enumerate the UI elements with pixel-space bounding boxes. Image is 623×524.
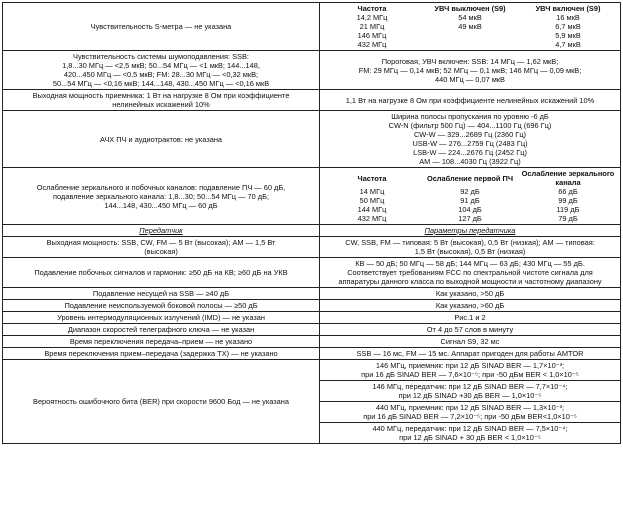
rx-output-label-line: нелинейных искажений 10% <box>112 100 210 109</box>
rx-output-label-line: Выходная мощность приемника: 1 Вт на нагрузке 8 Ом при коэффициенте <box>32 91 290 100</box>
sideband-suppression-value: Как указано, >60 дБ <box>320 300 621 312</box>
squelch-label-line: Чувствительность системы шумоподавления: SSB: <box>73 52 249 61</box>
image-table <box>323 169 617 223</box>
smeter-row <box>323 40 617 49</box>
image-cell: 432 МГц <box>357 214 387 223</box>
afc-value-line: AM — 108...4030 Гц (3922 Гц) <box>419 157 521 166</box>
keyer-speed-value: От 4 до 57 слов в минуту <box>320 324 621 336</box>
row-keyer-speed <box>3 324 621 336</box>
section-transmitter-params: Параметры передатчика <box>320 225 621 237</box>
spurious-label: Подавление побочных сигналов и гармоник: ≥50 дБ на КВ; ≥60 дБ на УКВ <box>3 258 320 288</box>
row-ber <box>3 360 621 444</box>
spurious-value-line: КВ — 50 дБ; 50 МГц — 58 дБ; 144 МГц — 63 дБ; 430 МГц — 55 дБ. <box>355 259 585 268</box>
image-row <box>323 214 617 223</box>
smeter-cell <box>421 31 519 40</box>
ber-block <box>320 401 620 422</box>
row-image-rejection <box>3 168 621 225</box>
ber-block <box>320 360 620 380</box>
afc-value-line: LSB-W — 224...2676 Гц (2452 Гц) <box>413 148 527 157</box>
carrier-suppression-label: Подавление несущей на SSB — ≥40 дБ <box>3 288 320 300</box>
smeter-cell: 6,7 мкВ <box>555 22 581 31</box>
squelch-value-line: FM: 29 МГц — 0,14 мкВ; 52 МГц — 0,1 мкВ; 146 МГц — 0,09 мкВ; <box>358 65 582 75</box>
row-smeter <box>3 3 621 51</box>
spurious-value-line: Соответствует требованиям FCC по спектральной чистоте сигнала для <box>347 268 593 277</box>
row-rx-output <box>3 90 621 111</box>
row-carrier-suppression <box>3 288 621 300</box>
sideband-suppression-label: Подавление неиспользуемой боковой полосы — ≥50 дБ <box>3 300 320 312</box>
smeter-header-row <box>323 4 617 13</box>
image-cell: 119 дБ <box>556 205 580 214</box>
image-cell: 104 дБ <box>458 205 482 214</box>
row-tx-power <box>3 237 621 258</box>
smeter-cell: 5,9 мкВ <box>555 31 581 40</box>
afc-label: АЧХ ПЧ и аудиотрактов: не указана <box>3 111 320 168</box>
image-row <box>323 196 617 205</box>
image-label-line: Ослабление зеркального и побочных каналов: подавление ПЧ — 60 дБ, <box>36 182 286 192</box>
afc-value-line: CW-W — 329...2689 Гц (2360 Гц) <box>413 130 527 139</box>
smeter-table <box>323 4 617 49</box>
image-cell: 79 дБ <box>558 214 578 223</box>
smeter-header-freq: Частота <box>357 4 387 13</box>
smeter-header-on: УВЧ включен (S9) <box>535 4 601 13</box>
ber-blocks <box>320 360 620 443</box>
squelch-value-line: 440 МГц — 0,07 мкВ <box>435 74 505 84</box>
spurious-value <box>320 258 621 288</box>
squelch-label-line: 50...54 МГц — <0,16 мкВ; 144...148, 430...450 МГц — <0,16 мкВ <box>52 79 270 88</box>
image-row <box>323 205 617 214</box>
ber-line: 440 МГц, приемник: при 12 дБ SINAD BER — 1,3×10⁻³; <box>375 403 565 412</box>
image-header-if: Ослабление первой ПЧ <box>426 173 514 183</box>
smeter-row <box>323 13 617 22</box>
afc-value-line: CW-N (фильтр 500 Гц) — 404...1100 Гц (696 Гц) <box>388 121 552 130</box>
spec-table <box>2 2 621 444</box>
tx-power-value-line: CW, SSB, FM — типовая: 5 Вт (высокая), 0,5 Вт (низкая); AM — типовая: <box>345 238 595 247</box>
row-afc <box>3 111 621 168</box>
tx-power-label-line: (высокая) <box>144 247 178 256</box>
smeter-cell: 4,7 мкВ <box>555 40 581 49</box>
ber-line: 146 МГц, приемник: при 12 дБ SINAD BER — 1,7×10⁻³; <box>375 361 565 370</box>
section-transmitter: Передатчик <box>3 225 320 237</box>
ber-line: при 16 дБ SINAD BER — 7,2×10⁻⁵; при -50 дБм BER<1,0×10⁻⁵ <box>363 412 577 421</box>
ber-block <box>320 422 620 443</box>
afc-value-line: USB-W — 276...2759 Гц (2483 Гц) <box>412 139 528 148</box>
rx-tx-switch-value: SSB — 16 мс, FM — 15 мс. Аппарат пригоден для работы AMTOR <box>320 348 621 360</box>
squelch-value <box>320 51 621 90</box>
smeter-row <box>323 31 617 40</box>
image-cell: 92 дБ <box>460 187 480 196</box>
image-cell: 14 МГц <box>359 187 385 196</box>
image-value <box>320 168 621 225</box>
carrier-suppression-value: Как указано, >50 дБ <box>320 288 621 300</box>
row-tx-rx-switch <box>3 336 621 348</box>
image-label-line: подавление зеркального канала: 1,8...30; 50...54 МГц — 70 дБ; <box>52 191 270 201</box>
image-header-mirror: Ослабление зеркального канала <box>521 169 615 187</box>
tx-power-label <box>3 237 320 258</box>
image-header-row <box>323 169 617 187</box>
smeter-cell: 146 МГц <box>357 31 387 40</box>
smeter-cell: 14,2 МГц <box>356 13 388 22</box>
ber-value <box>320 360 621 444</box>
ber-line: при 12 дБ SINAD +30 дБ BER — 1,0×10⁻⁵ <box>398 391 542 400</box>
image-row <box>323 187 617 196</box>
rx-tx-switch-label: Время переключения прием–передача (задержка TX) — не указано <box>3 348 320 360</box>
row-section-transmitter <box>3 225 621 237</box>
ber-label: Вероятность ошибочного бита (BER) при скорости 9600 Бод — не указана <box>3 360 320 444</box>
image-cell: 144 МГц <box>357 205 387 214</box>
tx-power-value <box>320 237 621 258</box>
row-spurious <box>3 258 621 288</box>
tx-rx-switch-label: Время переключения передача–прием — не указано <box>3 336 320 348</box>
rx-output-label <box>3 90 320 111</box>
squelch-value-line: Пороговая, УВЧ включен: SSB: 14 МГц — 1,62 мкВ; <box>381 56 559 66</box>
image-header-freq: Частота <box>357 173 387 183</box>
smeter-cell: 54 мкВ <box>458 13 482 22</box>
squelch-label-line: 420...450 МГц — <0,5 мкВ; FM: 28...30 МГц — <0,32 мкВ; <box>63 70 259 79</box>
imd-value: Рис.1 и 2 <box>320 312 621 324</box>
ber-line: 440 МГц, передатчик: при 12 дБ SINAD BER — 7,5×10⁻⁴; <box>372 424 568 433</box>
smeter-value <box>320 3 621 51</box>
afc-value <box>320 111 621 168</box>
smeter-cell: 16 мкВ <box>556 13 580 22</box>
smeter-row <box>323 22 617 31</box>
smeter-cell: 49 мкВ <box>458 22 482 31</box>
row-imd <box>3 312 621 324</box>
ber-line: при 16 дБ SINAD BER — 7,6×10⁻⁵; при -50 дБм BER < 1,0×10⁻⁵ <box>361 370 579 379</box>
smeter-cell <box>421 40 519 49</box>
imd-label: Уровень интермодуляционных излучений (IMD) — не указан <box>3 312 320 324</box>
row-squelch <box>3 51 621 90</box>
image-label-line: 144...148, 430...450 МГц — 60 дБ <box>104 200 218 210</box>
ber-line: 146 МГц, передатчик: при 12 дБ SINAD BER — 7,7×10⁻⁴; <box>372 382 568 391</box>
tx-rx-switch-value: Сигнал S9, 32 мс <box>320 336 621 348</box>
image-label <box>3 168 320 225</box>
keyer-speed-label: Диапазон скоростей телеграфного ключа — не указан <box>3 324 320 336</box>
tx-power-value-line: 1,5 Вт (высокая), 0,5 Вт (низкая) <box>414 247 526 256</box>
afc-value-line: Ширина полосы пропускания по уровню -6 дБ <box>391 112 549 121</box>
squelch-label <box>3 51 320 90</box>
tx-power-label-line: Выходная мощность: SSB, CW, FM — 5 Вт (высокая); AM — 1,5 Вт <box>46 238 276 247</box>
smeter-header-off: УВЧ выключен (S9) <box>434 4 506 13</box>
image-cell: 66 дБ <box>558 187 578 196</box>
smeter-cell: 21 МГц <box>359 22 385 31</box>
ber-line: при 12 дБ SINAD + 30 дБ BER < 1,0×10⁻⁵ <box>399 433 541 442</box>
smeter-cell: 432 МГц <box>357 40 387 49</box>
smeter-label: Чувствительность S-метра — не указана <box>3 3 320 51</box>
image-cell: 99 дБ <box>558 196 578 205</box>
row-sideband-suppression <box>3 300 621 312</box>
row-rx-tx-switch <box>3 348 621 360</box>
spurious-value-line: аппаратуры данного класса по выходной мощности и частотному диапазону <box>338 277 602 286</box>
image-cell: 91 дБ <box>460 196 480 205</box>
image-cell: 50 МГц <box>359 196 385 205</box>
ber-block <box>320 380 620 401</box>
image-cell: 127 дБ <box>458 214 482 223</box>
squelch-label-line: 1,8...30 МГц — <2,5 мкВ; 50...54 МГц — <1 мкВ; 144...148, <box>62 61 260 70</box>
rx-output-value: 1,1 Вт на нагрузке 8 Ом при коэффициенте нелинейных искажений 10% <box>320 90 621 111</box>
